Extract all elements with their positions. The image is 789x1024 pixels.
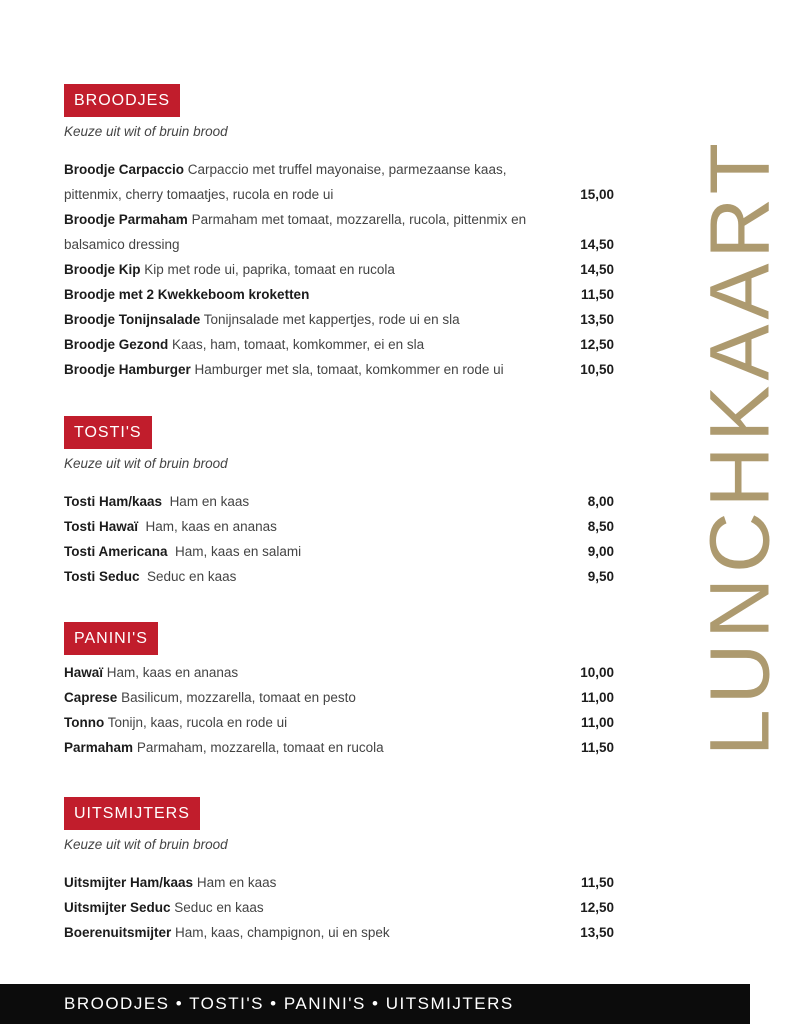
item-desc: Hamburger met sla, tomaat, komkommer en rode ui [194,362,504,377]
item-price: 15,00 [580,187,614,202]
item-name: Broodje Parmaham [64,212,188,227]
section-tostis [64,416,624,589]
item-desc: Ham, kaas en salami [175,544,302,559]
section-subtitle: Keuze uit wit of bruin brood [64,837,228,852]
section-subtitle: Keuze uit wit of bruin brood [64,124,228,139]
item-price: 11,50 [580,875,614,890]
item-desc: Ham, kaas, champignon, ui en spek [175,925,390,940]
menu-item [64,257,624,282]
item-price: 10,00 [580,665,614,680]
footer-text: BROODJES • TOSTI'S • PANINI'S • UITSMIJTERS [64,994,514,1013]
section-paninis [64,622,624,760]
menu-item [64,895,624,920]
item-desc: Kaas, ham, tomaat, komkommer, ei en sla [172,337,425,352]
item-desc: Ham en kaas [169,494,250,509]
item-price: 10,50 [580,362,614,377]
item-price: 9,50 [587,569,614,584]
item-desc: Basilicum, mozzarella, tomaat en pesto [121,690,356,705]
item-desc: Carpaccio met truffel mayonaise, parmezaanse kaas, pittenmix, cherry tomaatjes, rucola en rode ui [64,162,507,202]
item-desc: Ham, kaas en ananas [106,665,239,680]
section-title: TOSTI'S [64,416,152,449]
item-desc: Tonijnsalade met kappertjes, rode ui en sla [203,312,460,327]
item-desc: Parmaham, mozzarella, tomaat en rucola [136,740,384,755]
section-uitsmijters [64,797,624,945]
menu-item [64,870,624,895]
item-name: Tosti Seduc [64,569,140,584]
menu-item [64,282,624,307]
item-desc: Kip met rode ui, paprika, tomaat en rucola [144,262,395,277]
item-desc: Seduc en kaas [174,900,264,915]
menu-item [64,685,624,710]
item-price: 11,00 [580,690,614,705]
item-name: Broodje Kip [64,262,141,277]
item-price: 14,50 [580,262,614,277]
item-name: Tonno [64,715,105,730]
item-name: Broodje Hamburger [64,362,191,377]
item-name: Tosti Americana [64,544,168,559]
menu-item [64,920,624,945]
section-title: BROODJES [64,84,180,117]
item-name: Uitsmijter Ham/kaas [64,875,194,890]
section-broodjes [64,84,624,382]
item-name: Parmaham [64,740,134,755]
menu-item [64,564,624,589]
section-title: UITSMIJTERS [64,797,200,830]
item-price: 9,00 [587,544,614,559]
item-price: 8,50 [587,519,614,534]
menu-item [64,357,624,382]
item-name: Uitsmijter Seduc [64,900,171,915]
item-price: 14,50 [580,237,614,252]
item-name: Broodje met 2 Kwekkeboom kroketten [64,287,310,302]
item-name: Hawaï [64,665,104,680]
item-price: 8,00 [587,494,614,509]
item-price: 12,50 [580,337,614,352]
item-desc: Seduc en kaas [147,569,237,584]
item-name: Broodje Gezond [64,337,169,352]
footer-bar [0,984,750,1024]
item-price: 13,50 [580,925,614,940]
item-desc: Ham, kaas en ananas [145,519,277,534]
menu-item [64,514,624,539]
section-subtitle: Keuze uit wit of bruin brood [64,456,228,471]
menu-item [64,539,624,564]
item-price: 12,50 [580,900,614,915]
item-desc: Ham en kaas [196,875,277,890]
menu-item [64,660,624,685]
item-name: Broodje Tonijnsalade [64,312,201,327]
item-name: Tosti Hawaï [64,519,139,534]
item-desc: Parmaham met tomaat, mozzarella, rucola, pittenmix en balsamico dressing [64,212,527,252]
item-price: 13,50 [580,312,614,327]
item-desc: Tonijn, kaas, rucola en rode ui [107,715,288,730]
menu-item [64,710,624,735]
section-title: PANINI'S [64,622,158,655]
menu-item [64,307,624,332]
menu-item [64,332,624,357]
item-name: Caprese [64,690,118,705]
menu-item [64,207,624,257]
menu-item [64,157,624,207]
item-price: 11,50 [580,740,614,755]
item-name: Broodje Carpaccio [64,162,185,177]
item-name: Boerenuitsmijter [64,925,172,940]
menu-item [64,735,624,760]
item-price: 11,50 [580,287,614,302]
item-name: Tosti Ham/kaas [64,494,163,509]
item-price: 11,00 [580,715,614,730]
side-title: LUNCHKAART [692,138,787,756]
menu-item [64,489,624,514]
